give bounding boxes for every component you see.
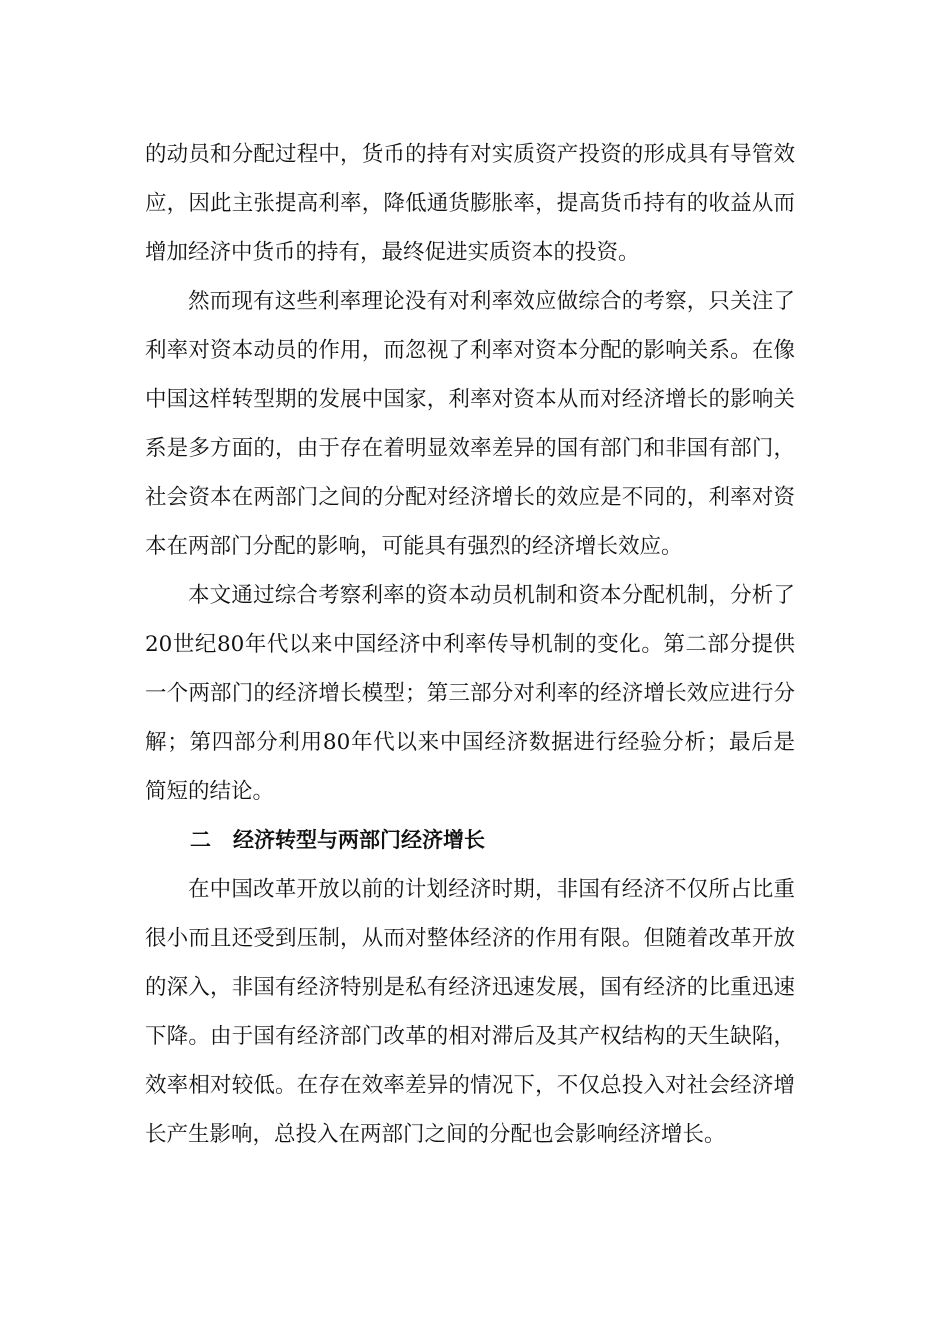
body-text xyxy=(145,130,795,1159)
paragraph-interest-theory: 然而现有这些利率理论没有对利率效应做综合的考察，只关注了利率对资本动员的作用，而忽视了利率对资本分配的影响关系。在像中国这样转型期的发展中国家，利率对资本从而对经济增长的影响关系是多方面的，由于存在着明显效率差异的国有部门和非国有部门，社会资本在两部门之间的分配对经济增长的效应是不同的，利率对资本在两部门分配的影响，可能具有强烈的经济增长效应。 xyxy=(145,289,795,559)
paragraph-paper-outline: 本文通过综合考察利率的资本动员机制和资本分配机制，分析了20世纪80年代以来中国经济中利率传导机制的变化。第二部分提供一个两部门的经济增长模型；第三部分对利率的经济增长效应进行分解；第四部分利用80年代以来中国经济数据进行经验分析；最后是简短的结论。 xyxy=(145,583,795,804)
section-heading xyxy=(145,816,795,865)
section-number: 二 xyxy=(190,828,211,852)
section-title: 经济转型与两部门经济增长 xyxy=(233,828,485,852)
paragraph-continuation: 的动员和分配过程中，货币的持有对实质资产投资的形成具有导管效应，因此主张提高利率，降低通货膨胀率，提高货币持有的收益从而增加经济中货币的持有，最终促进实质资本的投资。 xyxy=(145,142,795,265)
paragraph-economic-transition: 在中国改革开放以前的计划经济时期，非国有经济不仅所占比重很小而且还受到压制，从而对整体经济的作用有限。但随着改革开放的深入，非国有经济特别是私有经济迅速发展，国有经济的比重迅速下降。由于国有经济部门改革的相对滞后及其产权结构的天生缺陷，效率相对较低。在存在效率差异的情况下，不仅总投入对社会经济增长产生影响，总投入在两部门之间的分配也会影响经济增长。 xyxy=(145,877,795,1147)
